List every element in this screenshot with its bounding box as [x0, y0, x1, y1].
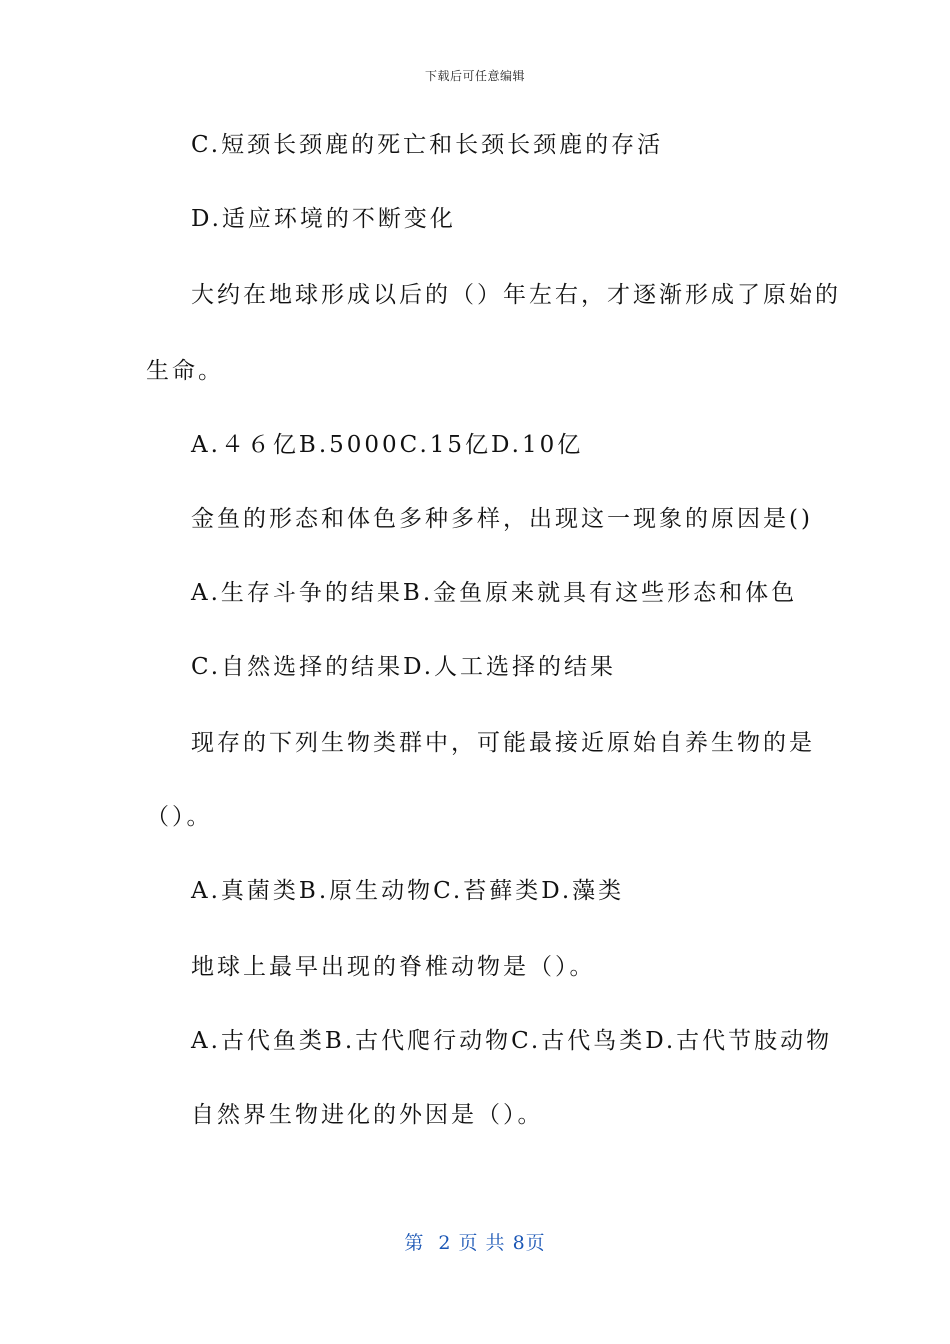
- question-line: 大约在地球形成以后的（）年左右，才逐渐形成了原始的: [191, 282, 841, 308]
- text-line: D.适应环境的不断变化: [191, 206, 456, 232]
- question-line: 自然界生物进化的外因是（）。: [191, 1102, 544, 1128]
- question-line-continued: （）。: [146, 804, 213, 830]
- question-line: 地球上最早出现的脊椎动物是（）。: [191, 954, 596, 980]
- page-header: 下载后可任意编辑: [424, 69, 525, 83]
- options-line: A.生存斗争的结果B.金鱼原来就具有这些形态和体色: [191, 580, 798, 606]
- options-line: A.古代鱼类B.古代爬行动物C.古代鸟类D.古代节肢动物: [191, 1028, 833, 1054]
- question-line-continued: 生命。: [146, 358, 224, 384]
- options-line: A.真菌类B.原生动物C.苔藓类D.藻类: [191, 878, 625, 904]
- options-line: C.自然选择的结果D.人工选择的结果: [191, 654, 617, 680]
- question-line: 现存的下列生物类群中，可能最接近原始自养生物的是: [191, 730, 815, 756]
- options-line: A.４６亿B.5000C.15亿D.10亿: [191, 432, 584, 458]
- question-line: 金鱼的形态和体色多种多样，出现这一现象的原因是(): [191, 506, 813, 532]
- text-line: C.短颈长颈鹿的死亡和长颈长颈鹿的存活: [191, 132, 664, 158]
- page-number: 第 2 页 共 8页: [404, 1232, 546, 1254]
